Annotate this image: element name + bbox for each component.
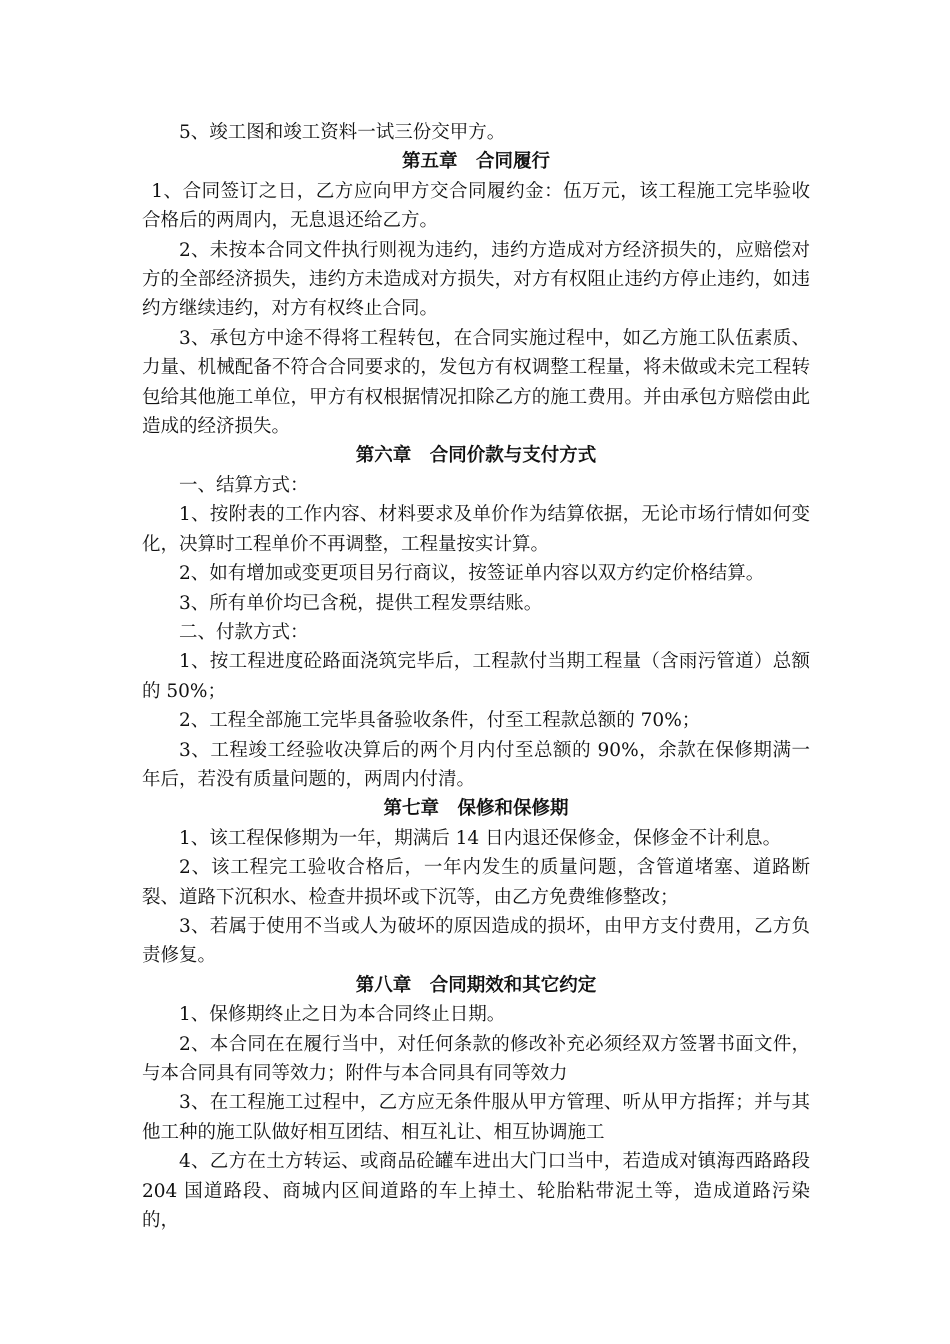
paragraph: 1、该工程保修期为一年，期满后 14 日内退还保修金，保修金不计利息。 bbox=[179, 827, 782, 849]
paragraph: 3、工程竣工经验收决算后的两个月内付至总额的 90%，余款在保修期满一年后，若没有质量问题的，两周内付清。 bbox=[142, 739, 810, 790]
paragraph: 1、合同签订之日，乙方应向甲方交合同履约金：伍万元，该工程施工完毕验收合格后的两周内，无息退还给乙方。 bbox=[142, 180, 810, 232]
paragraph: 5、竣工图和竣工资料一试三份交甲方。 bbox=[179, 122, 506, 143]
document-page bbox=[142, 118, 810, 1235]
paragraph: 3、在工程施工过程中，乙方应无条件服从甲方管理、听从甲方指挥；并与其他工种的施工队做好相互团结、相互礼让、相互协调施工 bbox=[142, 1092, 810, 1143]
paragraph: 2、该工程完工验收合格后，一年内发生的质量问题，含管道堵塞、道路断裂、道路下沉积水、检查井损坏或下沉等，由乙方免费维修整改； bbox=[142, 857, 810, 908]
chapter-heading: 第六章 合同价款与支付方式 bbox=[355, 445, 597, 467]
chapter-heading: 第七章 保修和保修期 bbox=[383, 798, 569, 820]
paragraph: 1、保修期终止之日为本合同终止日期。 bbox=[179, 1004, 506, 1026]
paragraph: 3、所有单价均已含税，提供工程发票结账。 bbox=[179, 592, 543, 614]
paragraph: 3、若属于使用不当或人为破坏的原因造成的损坏，由甲方支付费用，乙方负责修复。 bbox=[142, 915, 810, 967]
paragraph: 2、未按本合同文件执行则视为违约，违约方造成对方经济损失的，应赔偿对方的全部经济损失，违约方未造成对方损失，对方有权阻止违约方停止违约，如违约方继续违约，对方有权终止合同。 bbox=[142, 239, 810, 320]
chapter-heading: 第八章 合同期效和其它约定 bbox=[355, 974, 597, 996]
paragraph: 2、如有增加或变更项目另行商议，按签证单内容以双方约定价格结算。 bbox=[179, 563, 765, 585]
paragraph: 3、承包方中途不得将工程转包，在合同实施过程中，如乙方施工队伍素质、力量、机械配备不符合合同要求的，发包方有权调整工程量，将未做或未完工程转包给其他施工单位，甲方有权根据情况扣除乙方的施工费用。并由承包方赔偿由此造成的经济损失。 bbox=[142, 327, 810, 438]
chapter-heading: 第五章 合同履行 bbox=[401, 151, 550, 173]
section-label: 一、结算方式： bbox=[179, 474, 309, 496]
paragraph: 1、按附表的工作内容、材料要求及单价作为结算依据，无论市场行情如何变化，决算时工程单价不再调整，工程量按实计算。 bbox=[142, 504, 810, 555]
paragraph: 2、工程全部施工完毕具备验收条件，付至工程款总额的 70%； bbox=[179, 710, 701, 732]
section-label: 二、付款方式： bbox=[179, 621, 309, 643]
paragraph: 4、乙方在土方转运、或商品砼罐车进出大门口当中，若造成对镇海西路路段 204 国道路段、商城内区间道路的车上掉土、轮胎粘带泥土等，造成道路污染的， bbox=[142, 1151, 810, 1232]
paragraph: 2、本合同在在履行当中，对任何条款的修改补充必须经双方签署书面文件，与本合同具有同等效力；附件与本合同具有同等效力 bbox=[142, 1033, 810, 1084]
paragraph: 1、按工程进度砼路面浇筑完毕后，工程款付当期工程量（含雨污管道）总额的 50%； bbox=[142, 651, 810, 702]
